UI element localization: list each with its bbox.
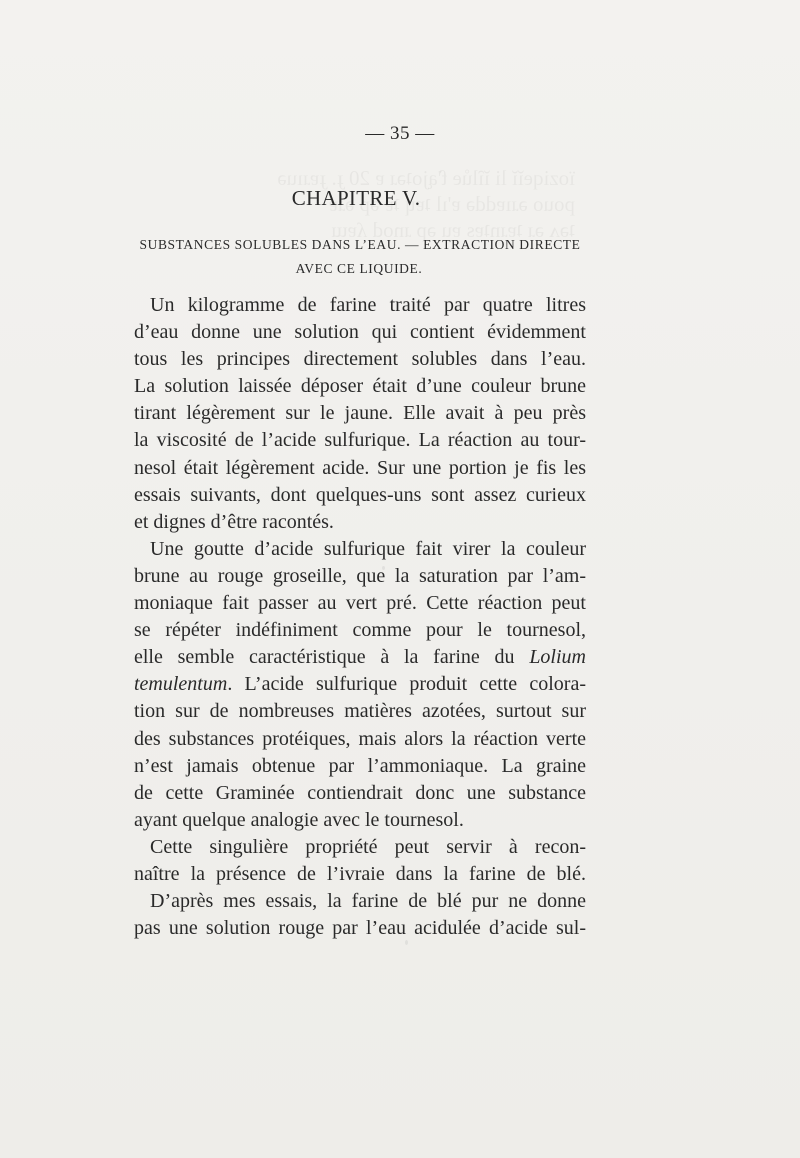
- text-line: tion sur de nombreuses matières azotées, surtout sur: [134, 700, 586, 723]
- text-line: d’eau donne une solution qui contient évidemment: [134, 321, 586, 344]
- chapter-subtitle-line-1: SUBSTANCES SOLUBLES DANS L’EAU. — EXTRACTION DIRECTE: [139, 237, 581, 252]
- text-line: des substances protéiques, mais alors la réaction verte: [134, 727, 586, 750]
- text-line: ayant quelque analogie avec le tournesol.: [134, 808, 464, 831]
- text-line: moniaque fait passer au vert pré. Cette réaction peut: [134, 592, 586, 615]
- italic-term: temulentum: [134, 673, 228, 696]
- text-line: La solution laissée déposer était d’une couleur brune: [134, 375, 586, 398]
- chapter-title: CHAPITRE V.: [291, 186, 421, 210]
- text-line: la viscosité de l’acide sulfurique. La réaction au tour-: [134, 429, 586, 452]
- text-line: pas une solution rouge par l’eau acidulée d’acide sul-: [134, 917, 586, 940]
- text-line: Cette singulière propriété peut servir à recon-: [150, 835, 586, 858]
- text-line: brune au rouge groseille, que la saturation par l’am-: [134, 564, 586, 587]
- text-line: essais suivants, dont quelques-uns sont assez curieux: [134, 483, 586, 506]
- text-line: et dignes d’être racontés.: [134, 510, 334, 533]
- text-line: se répéter indéfiniment comme pour le tournesol,: [134, 619, 586, 642]
- text-line: Une goutte d’acide sulfurique fait virer la couleur: [150, 537, 586, 560]
- text-line: de cette Graminée contiendrait donc une substance: [134, 781, 586, 804]
- italic-term: Lolium: [529, 646, 586, 669]
- text-line: nesol était légèrement acide. Sur une portion je fis les: [134, 456, 586, 479]
- text-line: n’est jamais obtenue par l’ammoniaque. La graine: [134, 754, 586, 777]
- body-text: [134, 292, 586, 942]
- text-line: tous les principes directement solubles dans l’eau.: [134, 348, 586, 371]
- text-segment: . L’acide sulfurique produit cette colora-: [227, 673, 586, 696]
- text-line: D’après mes essais, la farine de blé pur ne donne: [150, 890, 586, 913]
- text-line: tirant légèrement sur le jaune. Elle avait à peu près: [134, 402, 586, 425]
- text-line-with-italic: [134, 671, 586, 698]
- text-line: Un kilogramme de farine traité par quatre litres: [150, 294, 586, 316]
- text-segment: elle semble caractéristique à la farine du: [134, 646, 515, 669]
- chapter-subtitle-line-2: AVEC CE LIQUIDE.: [295, 261, 423, 276]
- text-line: naître la présence de l’ivraie dans la farine de blé.: [134, 862, 586, 885]
- text-line-with-italic: [134, 644, 586, 671]
- page-number: — 35 —: [365, 123, 435, 144]
